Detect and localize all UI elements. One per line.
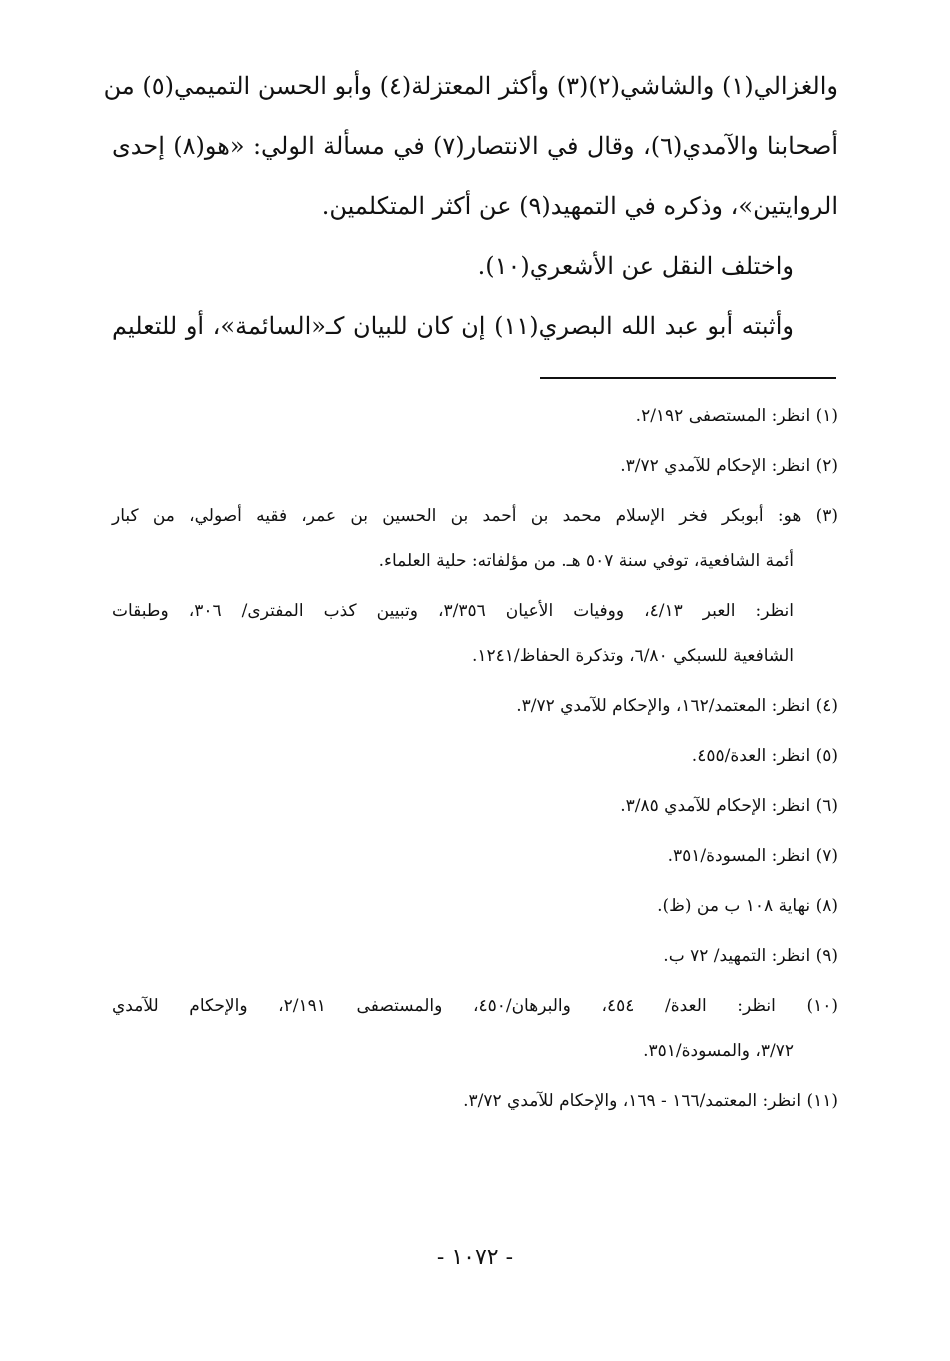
footnotes <box>112 404 838 1139</box>
body-line-3: الروايتين»، وذكره في التمهيد(٩) عن أكثر المتكلمين. <box>321 192 838 220</box>
body-line-1: والغزالي(١) والشاشي(٢)(٣) وأكثر المعتزلة(٤) وأبو الحسن التميمي(٥) من <box>103 72 838 100</box>
main-text <box>103 56 839 356</box>
footnote-5: (٥) انظر: العدة/٤٥٥. <box>691 746 838 766</box>
footnote-separator <box>540 377 836 379</box>
footnote-1: (١) انظر: المستصفى ٢/١٩٢. <box>635 406 838 426</box>
footnote-3: (٣) هو: أبوبكر فخر الإسلام محمد بن أحمد بن الحسين بن عمر، فقيه أصولي، من كبار <box>112 506 838 526</box>
footnote-7: (٧) انظر: المسودة/٣٥١. <box>667 846 838 866</box>
footnote-3-continued: أئمة الشافعية، توفي سنة ٥٠٧ هـ. من مؤلفاته: حلية العلماء. <box>378 551 794 571</box>
footnote-6: (٦) انظر: الإحكام للآمدي ٣/٨٥. <box>620 796 838 816</box>
footnote-4: (٤) انظر: المعتمد/١٦٢، والإحكام للآمدي ٣/٧٢. <box>516 696 838 716</box>
page-number: - ١٠٧٢ - <box>436 1245 514 1270</box>
body-line-4: واختلف النقل عن الأشعري(١٠). <box>477 252 794 280</box>
footnote-2: (٢) انظر: الإحكام للآمدي ٣/٧٢. <box>620 456 838 476</box>
footnote-11: (١١) انظر: المعتمد/١٦٦ - ١٦٩، والإحكام للآمدي ٣/٧٢. <box>463 1091 838 1111</box>
footnote-8: (٨) نهاية ١٠٨ ب من (ظ). <box>657 896 838 916</box>
footnote-10: (١٠) انظر: العدة/ ٤٥٤، والبرهان/٤٥٠، والمستصفى ٢/١٩١، والإحكام للآمدي <box>112 996 838 1016</box>
footnote-9: (٩) انظر: التمهيد/ ٧٢ ب. <box>663 946 838 966</box>
body-line-2: أصحابنا والآمدي(٦)، وقال في الانتصار(٧) في مسألة الولي: «هو(٨) إحدى <box>112 132 839 160</box>
footnote-3-sources-continued: الشافعية للسبكي ٦/٨٠، وتذكرة الحفاظ/١٢٤١. <box>471 646 794 666</box>
footnote-3-sources: انظر: العبر ٤/١٣، ووفيات الأعيان ٣/٣٥٦، وتبيين كذب المفترى/ ٣٠٦، وطبقات <box>112 601 794 621</box>
body-line-5: وأثبته أبو عبد الله البصري(١١) إن كان للبيان كـ«السائمة»، أو للتعليم <box>112 312 794 340</box>
footnote-10-continued: ٣/٧٢، والمسودة/٣٥١. <box>643 1041 794 1061</box>
